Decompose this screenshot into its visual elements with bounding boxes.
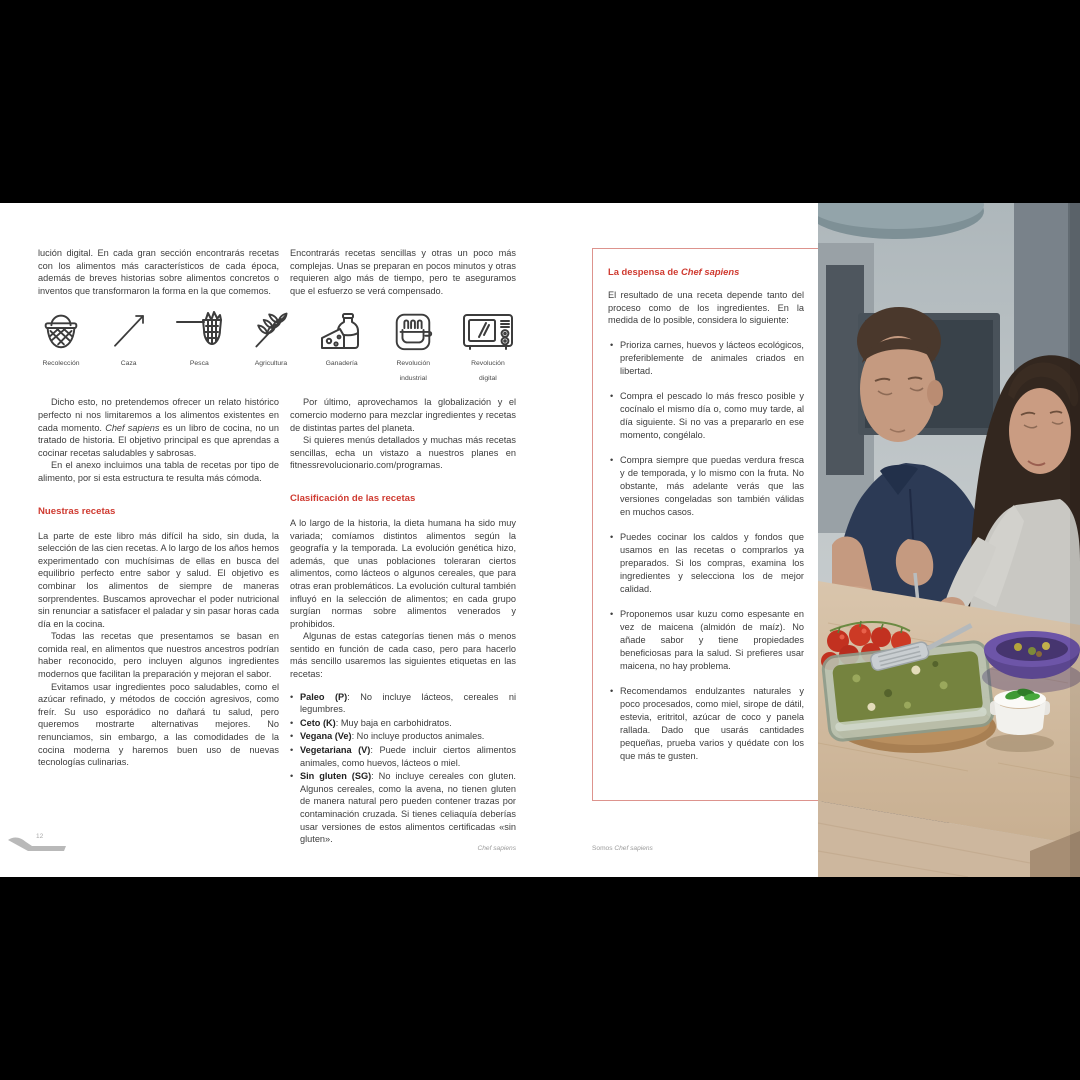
icon-item-recoleccion bbox=[38, 306, 84, 384]
paragraph: Si quieres menús detallados y muchas más recetas sencillas, echa un vistazo a nuestros planes en fitnessrevolucionario.com/programas. bbox=[290, 435, 516, 471]
icon-label: Recolección bbox=[42, 360, 80, 368]
list-item bbox=[290, 744, 516, 769]
icon-item-agricultura bbox=[249, 306, 293, 384]
icon-label: Ganadería bbox=[325, 360, 358, 368]
paragraph: Encontrarás recetas sencillas y otras un poco más complejas. Unas se preparan en pocos minutos y otras requieren algo más de tiempo, pero te aseguramos que el esfuerzo se verá compensado. bbox=[290, 248, 516, 296]
icon-item-revolucion-digital bbox=[460, 306, 516, 384]
cheese-milk-icon bbox=[317, 306, 367, 354]
title-text: La despensa de bbox=[608, 266, 681, 277]
paragraph bbox=[38, 396, 279, 459]
section-heading-clasificacion: Clasificación de las recetas bbox=[290, 492, 416, 504]
recipe-tags-list bbox=[290, 691, 516, 846]
paragraph-text: Dicho esto, no pretendemos ofrecer un relato histórico perfecto ni nos limitaremos a los alimentos existentes en cada momento. bbox=[38, 397, 279, 433]
food-history-icon-band bbox=[38, 306, 516, 384]
pantry-box-title bbox=[608, 266, 804, 277]
fishing-net-icon bbox=[173, 306, 225, 354]
canned-food-icon bbox=[390, 306, 436, 354]
kitchen-photo bbox=[818, 203, 1080, 877]
list-item: • Recomendamos endulzantes naturales y poco procesados, como miel, sirope de dátil, estevia, eritritol, azúcar de coco y panela rallada. Dado que usarás cantidades pequeñas, prueba varios y quédate con los que más te gusten. bbox=[608, 685, 804, 763]
tag-label: Vegetariana (V) bbox=[300, 745, 371, 756]
paragraph: A lo largo de la historia, la dieta humana ha sido muy variada; comíamos distintos alimentos según la geografía y la temporada. La evolución genética hizo, además, que unas poblaciones toleraran ciertos alimentos, como lácteos o algunos cereales, que para otras eran problemáticos. La evolución cultural también influyó en la selección de alimentos; en cada grupo surgían normas sobre alimentos venerados y prohibidos. bbox=[290, 517, 516, 629]
section-heading-nuestras-recetas: Nuestras recetas bbox=[38, 505, 116, 517]
page-number-group bbox=[6, 833, 76, 855]
icon-item-ganaderia bbox=[317, 306, 367, 384]
paragraph: Algunas de estas categorías tienen más o menos sentido en función de cada caso, pero para hacerlo más sencillo usaremos las siguientes etiquetas en las recetas: bbox=[290, 631, 516, 680]
book-title-italic: Chef sapiens bbox=[680, 266, 740, 277]
column-2-top bbox=[290, 247, 516, 297]
icon-label: Caza bbox=[120, 360, 137, 368]
top-text-row bbox=[38, 247, 516, 297]
tag-label: Vegana (Ve) bbox=[300, 731, 352, 742]
icon-item-pesca bbox=[173, 306, 225, 384]
column-1-bottom bbox=[38, 396, 279, 846]
list-item: • Compra siempre que puedas verdura fresca y de temporada, y lo mismo con la fruta. No obstante, más adelante verás que las versiones congeladas son también válidas en muchos casos. bbox=[608, 454, 804, 519]
basket-icon bbox=[38, 306, 84, 354]
pantry-intro: El resultado de una receta depende tanto del proceso como de los ingredientes. En la medida de lo posible, considera lo siguiente: bbox=[608, 290, 804, 326]
list-item: • Proponemos usar kuzu como espesante en vez de maicena (almidón de maíz). No añade sabor y tiene propiedades beneficiosas para la salud. Si prefieres usar maicena, no hay problema. bbox=[608, 608, 804, 673]
icon-label: Agricultura bbox=[254, 360, 288, 368]
icon-label: Pesca bbox=[189, 360, 209, 368]
list-item bbox=[290, 717, 516, 730]
spear-icon bbox=[108, 306, 150, 354]
tag-text: : No incluye productos animales. bbox=[351, 731, 485, 742]
list-item bbox=[290, 730, 516, 743]
wheat-icon bbox=[249, 306, 293, 354]
icon-label: Revolución bbox=[471, 360, 505, 368]
tag-text: : Puede incluir ciertos alimentos animales, como huevos, lácteos o miel. bbox=[300, 745, 516, 768]
footer-text: Somos bbox=[592, 845, 615, 852]
tag-text: : No incluye cereales con gluten. Algunos cereales, como la avena, no tienen gluten de manera natural pero pueden contener trazas por contaminación cruzada. Si tienes celiaquía deberías usar versiones de estos alimentos certificadas «sin gluten». bbox=[300, 771, 516, 845]
paragraph: La parte de este libro más difícil ha sido, sin duda, la selección de las cien recetas. A lo largo de los años hemos experimentado con muchísimas de ellas en busca del equilibrio perfecto entre sabor y salud. El objetivo es combinar los alimentos de siempre de maneras sorprendentes. Buscamos aprovechar el poder nutricional sin renunciar a satisfacer el paladar y sin pasar horas cada día en la cocina. bbox=[38, 530, 279, 629]
book-title-italic: Chef sapiens bbox=[105, 422, 160, 433]
column-1-top bbox=[38, 247, 279, 297]
tag-label: Sin gluten (SG) bbox=[300, 771, 372, 782]
icon-item-revolucion-industrial bbox=[390, 306, 436, 384]
book-title-italic: Chef sapiens bbox=[614, 845, 653, 852]
running-footer-left-page: Chef sapiens bbox=[477, 845, 516, 852]
list-item: • Prioriza carnes, huevos y lácteos ecológicos, preferiblemente de animales criados en libertad. bbox=[608, 339, 804, 378]
paragraph: Todas las recetas que presentamos se basan en comida real, en alimentos que nuestros ancestros podrían haber reconocido, pero incluyen algunos ingredientes modernos que facilitan la preparación y mejoran el sabor. bbox=[38, 631, 279, 680]
page-number: 12 bbox=[36, 833, 44, 840]
microwave-icon bbox=[460, 306, 516, 354]
paragraph: En el anexo incluimos una tabla de recetas por tipo de alimento, por si esta estructura te resulta más cómoda. bbox=[38, 460, 279, 483]
icon-label: Revolución bbox=[396, 360, 431, 368]
icon-label-line2: industrial bbox=[399, 375, 427, 383]
tag-label: Ceto (K) bbox=[300, 717, 336, 728]
icon-item-caza bbox=[108, 306, 150, 384]
book-pages bbox=[0, 203, 818, 877]
left-page-columns bbox=[38, 247, 516, 847]
list-item bbox=[290, 770, 516, 846]
paragraph: lución digital. En cada gran sección encontrarás recetas con los alimentos más característicos de cada época, además de breves historias sobre alimentos concretos o inventos que transformaron la forma en la que comemos. bbox=[38, 248, 279, 296]
tag-label: Paleo (P) bbox=[300, 691, 348, 702]
bottom-text-row bbox=[38, 396, 516, 846]
paragraph: Por último, aprovechamos la globalización y el comercio moderno para mezclar ingredientes y recetas de distintas partes del planeta. bbox=[290, 397, 516, 433]
paragraph-text: es un libro de cocina, no un tratado de historia. El objetivo principal es que aprendas a cocinar recetas saludables y sabrosas. bbox=[38, 422, 279, 458]
icon-label-line2: digital bbox=[479, 375, 497, 383]
column-2-bottom bbox=[290, 396, 516, 846]
pantry-tips-list bbox=[608, 339, 804, 763]
list-item bbox=[290, 691, 516, 716]
book-spread bbox=[0, 203, 1080, 877]
list-item: • Puedes cocinar los caldos y fondos que usamos en las recetas o comprarlos ya preparados. Si los compras, examina los ingredientes y selecciona los de mejor calidad. bbox=[608, 531, 804, 596]
tag-text: : No incluye lácteos, cereales ni legumbres. bbox=[300, 691, 517, 715]
tag-text: : Muy baja en carbohidratos. bbox=[335, 717, 452, 728]
paragraph: Evitamos usar ingredientes poco saludables, como el azúcar refinado, y métodos de cocción agresivos, como freír. Su uso esporádico no dañará tu salud, pero queremos mostrarte alternativas mejores. No renunciamos, sin embargo, a las comodidades de la cocina moderna y haremos buen uso de nuevas tecnologías culinarias. bbox=[38, 681, 279, 768]
pantry-info-box bbox=[592, 248, 819, 801]
list-item: • Compra el pescado lo más fresco posible y cocínalo el mismo día o, como muy tarde, al día siguiente. Si no vas a prepararlo en ese momento, congélalo. bbox=[608, 390, 804, 442]
running-footer-right-page bbox=[592, 845, 653, 852]
